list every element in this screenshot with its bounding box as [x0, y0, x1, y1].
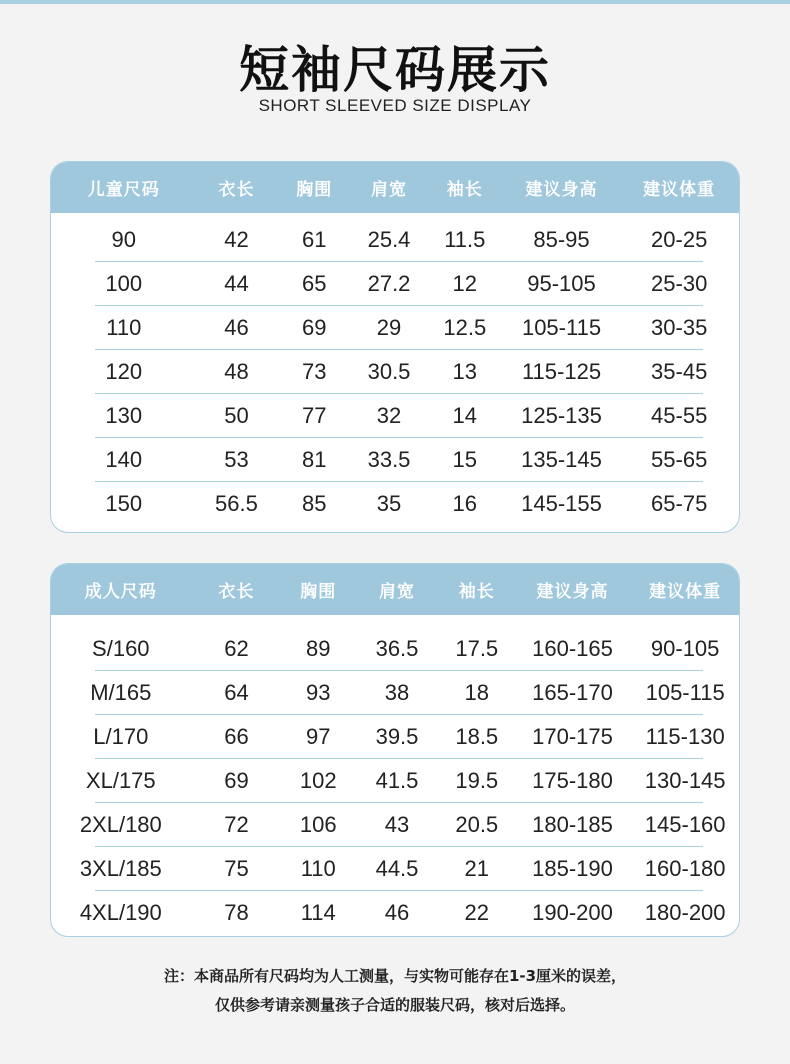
table-cell: 11.5	[444, 227, 486, 252]
table-row	[51, 218, 739, 262]
table-row	[51, 847, 739, 891]
table-cell: 44.5	[375, 856, 419, 881]
page-title: 短袖尺码展示	[239, 41, 551, 99]
table-cell: 135-145	[521, 447, 602, 472]
kids-header-cell: 建议身高	[525, 180, 598, 200]
table-cell: 69	[301, 315, 327, 340]
adult-size-table	[50, 563, 740, 937]
table-cell: 43	[384, 812, 410, 837]
table-cell: 106	[299, 812, 337, 837]
table-cell: 12.5	[443, 315, 487, 340]
adult-header-cell: 建议体重	[649, 582, 722, 602]
table-cell: 85	[301, 491, 327, 516]
table-cell: XL/175	[85, 768, 156, 793]
measurement-note-line1: 注：本商品所有尺码均为人工测量，与实物可能存在1-3厘米的误差，	[163, 967, 627, 985]
table-cell: 30.5	[367, 359, 411, 384]
table-cell: 77	[301, 403, 327, 428]
top-accent-line	[0, 0, 790, 4]
table-cell: 18.5	[455, 724, 499, 749]
adult-header-cell: 成人尺码	[84, 582, 157, 602]
table-cell: 3XL/185	[79, 856, 162, 881]
table-cell: 41.5	[375, 768, 419, 793]
table-cell: 39.5	[375, 724, 419, 749]
table-cell: 48	[224, 359, 249, 384]
table-cell: 14	[452, 403, 478, 428]
table-cell: 38	[384, 680, 410, 705]
table-cell: 175-180	[532, 768, 613, 793]
table-row	[51, 306, 739, 350]
table-cell: 62	[224, 636, 249, 661]
table-row	[51, 482, 739, 526]
table-cell: 120	[105, 359, 143, 384]
table-cell: 27.2	[367, 271, 411, 296]
table-cell: 16	[452, 491, 478, 516]
table-cell: 18	[464, 680, 489, 705]
table-cell: 29	[376, 315, 402, 340]
table-cell: 130	[105, 403, 143, 428]
table-row	[51, 394, 739, 438]
table-cell: 25.4	[367, 227, 411, 252]
table-cell: L/170	[93, 724, 149, 749]
table-cell: 165-170	[532, 680, 613, 705]
table-cell: 90-105	[650, 636, 720, 661]
kids-header-cell: 儿童尺码	[87, 180, 160, 200]
table-cell: 150	[105, 491, 143, 516]
table-cell: 72	[224, 812, 249, 837]
table-cell: 66	[224, 724, 249, 749]
adult-header-cell: 袖长	[458, 582, 495, 602]
table-cell: 190-200	[532, 900, 613, 925]
kids-header-cell: 袖长	[446, 180, 483, 200]
table-cell: 20-25	[651, 227, 708, 252]
table-cell: 2XL/180	[79, 812, 162, 837]
table-row	[51, 715, 739, 759]
table-cell: 32	[376, 403, 402, 428]
table-cell: 46	[224, 315, 249, 340]
table-cell: 93	[305, 680, 331, 705]
table-cell: 75	[224, 856, 249, 881]
table-cell: 19.5	[455, 768, 499, 793]
adult-header-cell: 胸围	[300, 582, 337, 602]
kids-table-header	[51, 162, 739, 213]
table-cell: 89	[305, 636, 331, 661]
table-cell: 20.5	[455, 812, 499, 837]
adult-header-cell: 建议身高	[536, 582, 609, 602]
table-cell: 65	[301, 271, 327, 296]
table-cell: 81	[301, 447, 327, 472]
table-cell: 55-65	[651, 447, 708, 472]
table-cell: 35-45	[651, 359, 708, 384]
table-cell: 53	[224, 447, 249, 472]
table-cell: 13	[452, 359, 478, 384]
table-cell: 61	[301, 227, 327, 252]
adult-header-cell: 衣长	[218, 582, 255, 602]
table-cell: 170-175	[532, 724, 613, 749]
kids-size-table	[50, 161, 740, 533]
table-cell: 73	[301, 359, 327, 384]
table-row	[51, 803, 739, 847]
table-cell: 33.5	[367, 447, 411, 472]
table-cell: 185-190	[532, 856, 613, 881]
table-cell: S/160	[92, 636, 150, 661]
table-cell: 56.5	[215, 491, 258, 516]
table-cell: 35	[376, 491, 402, 516]
adult-table-body	[51, 615, 739, 935]
table-cell: 114	[300, 900, 336, 925]
table-cell: 4XL/190	[79, 900, 162, 925]
table-cell: 130-145	[644, 768, 726, 793]
table-cell: 46	[384, 900, 410, 925]
kids-header-cell: 胸围	[296, 180, 333, 200]
table-row	[51, 350, 739, 394]
table-cell: 50	[224, 403, 249, 428]
table-row	[51, 627, 739, 671]
table-row	[51, 262, 739, 306]
table-cell: 95-105	[527, 271, 596, 296]
table-row	[51, 891, 739, 935]
table-cell: 110	[300, 856, 336, 881]
table-cell: 180-200	[644, 900, 726, 925]
table-cell: 36.5	[375, 636, 419, 661]
table-cell: 145-160	[644, 812, 726, 837]
table-cell: 22	[464, 900, 489, 925]
kids-header-cell: 建议体重	[643, 180, 716, 200]
table-cell: 45-55	[651, 403, 708, 428]
table-cell: M/165	[90, 680, 152, 705]
table-cell: 100	[105, 271, 143, 296]
adult-table-header	[51, 564, 739, 615]
table-cell: 105-115	[521, 315, 602, 340]
table-cell: 160-180	[644, 856, 726, 881]
table-cell: 12	[452, 271, 478, 296]
table-cell: 97	[305, 724, 331, 749]
table-cell: 115-130	[645, 724, 725, 749]
table-cell: 42	[224, 227, 249, 252]
table-cell: 78	[224, 900, 249, 925]
table-cell: 105-115	[645, 680, 725, 705]
table-cell: 110	[106, 315, 142, 340]
table-cell: 85-95	[533, 227, 590, 252]
page-subtitle: SHORT SLEEVED SIZE DISPLAY	[258, 96, 532, 115]
table-cell: 140	[105, 447, 143, 472]
kids-header-cell: 衣长	[218, 180, 255, 200]
adult-header-cell: 肩宽	[379, 582, 415, 602]
table-cell: 21	[464, 856, 489, 881]
kids-header-cell: 肩宽	[371, 180, 408, 200]
table-row	[51, 759, 739, 803]
table-cell: 90	[111, 227, 137, 252]
table-cell: 69	[224, 768, 249, 793]
table-cell: 145-155	[521, 491, 602, 516]
table-cell: 17.5	[455, 636, 499, 661]
kids-table-body	[51, 213, 739, 526]
table-cell: 125-135	[521, 403, 602, 428]
table-cell: 65-75	[651, 491, 708, 516]
table-cell: 25-30	[651, 271, 708, 296]
table-row	[51, 671, 739, 715]
table-cell: 44	[224, 271, 249, 296]
measurement-note-line2: 仅供参考请亲测量孩子合适的服装尺码，核对后选择。	[214, 996, 575, 1014]
table-cell: 102	[299, 768, 337, 793]
table-cell: 160-165	[532, 636, 613, 661]
table-cell: 180-185	[532, 812, 613, 837]
table-cell: 30-35	[651, 315, 708, 340]
table-cell: 15	[452, 447, 478, 472]
table-cell: 64	[224, 680, 249, 705]
table-cell: 115-125	[521, 359, 602, 384]
table-row	[51, 438, 739, 482]
